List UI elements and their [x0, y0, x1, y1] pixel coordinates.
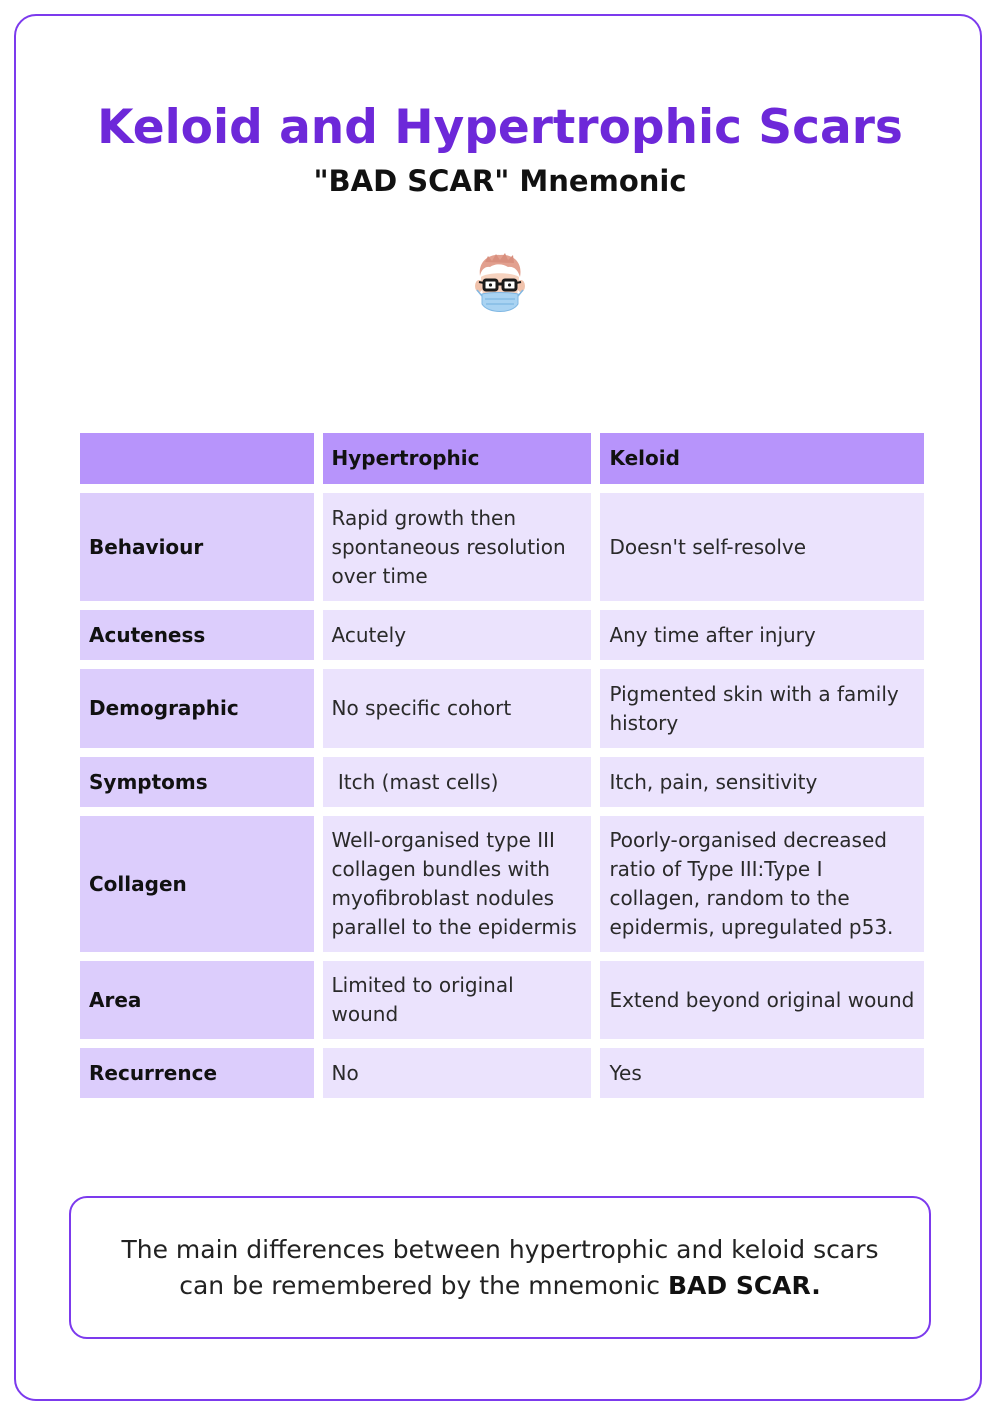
mnemonic-emphasis: BAD SCAR. — [667, 1270, 821, 1300]
row-label: Behaviour — [80, 493, 314, 601]
table-row — [80, 816, 924, 952]
keloid-cell: Any time after injury — [600, 610, 924, 660]
header-keloid: Keloid — [600, 433, 924, 484]
keloid-cell: Doesn't self-resolve — [600, 493, 924, 601]
table-row — [80, 493, 924, 601]
keloid-cell: Poorly-organised decreased ratio of Type III:Type I collagen, random to the epidermis, upregulated p53. — [600, 816, 924, 952]
mnemonic-note-text: The main differences between hypertrophic and keloid scars can be remembered by the mnemonic — [121, 1234, 879, 1300]
hypertrophic-cell: Rapid growth then spontaneous resolution over time — [323, 493, 592, 601]
comparison-table — [71, 424, 933, 1107]
hypertrophic-cell: No specific cohort — [323, 669, 592, 748]
hypertrophic-cell: Limited to original wound — [323, 961, 592, 1039]
table-row — [80, 961, 924, 1039]
row-label: Collagen — [80, 816, 314, 952]
row-label: Symptoms — [80, 757, 314, 807]
row-label: Demographic — [80, 669, 314, 748]
mnemonic-note — [101, 1232, 899, 1304]
comparison-table-wrapper — [80, 433, 924, 1098]
row-label: Area — [80, 961, 314, 1039]
keloid-cell: Itch, pain, sensitivity — [600, 757, 924, 807]
keloid-cell: Pigmented skin with a family history — [600, 669, 924, 748]
hypertrophic-cell: Itch (mast cells) — [323, 757, 592, 807]
keloid-cell: Extend beyond original wound — [600, 961, 924, 1039]
table-row — [80, 610, 924, 660]
table-header-row — [80, 433, 924, 484]
row-label: Recurrence — [80, 1048, 314, 1098]
table-row — [80, 669, 924, 748]
table-row — [80, 1048, 924, 1098]
table-row — [80, 757, 924, 807]
header-hypertrophic: Hypertrophic — [323, 433, 592, 484]
keloid-cell: Yes — [600, 1048, 924, 1098]
doctor-avatar-icon — [468, 250, 532, 322]
row-label: Acuteness — [80, 610, 314, 660]
hypertrophic-cell: Well-organised type III collagen bundles with myofibroblast nodules parallel to the epidermis — [323, 816, 592, 952]
hypertrophic-cell: No — [323, 1048, 592, 1098]
page-subtitle: "BAD SCAR" Mnemonic — [313, 164, 687, 198]
header-empty-cell — [80, 433, 314, 484]
hypertrophic-cell: Acutely — [323, 610, 592, 660]
mnemonic-note-box — [69, 1196, 931, 1339]
page-title: Keloid and Hypertrophic Scars — [97, 100, 903, 155]
